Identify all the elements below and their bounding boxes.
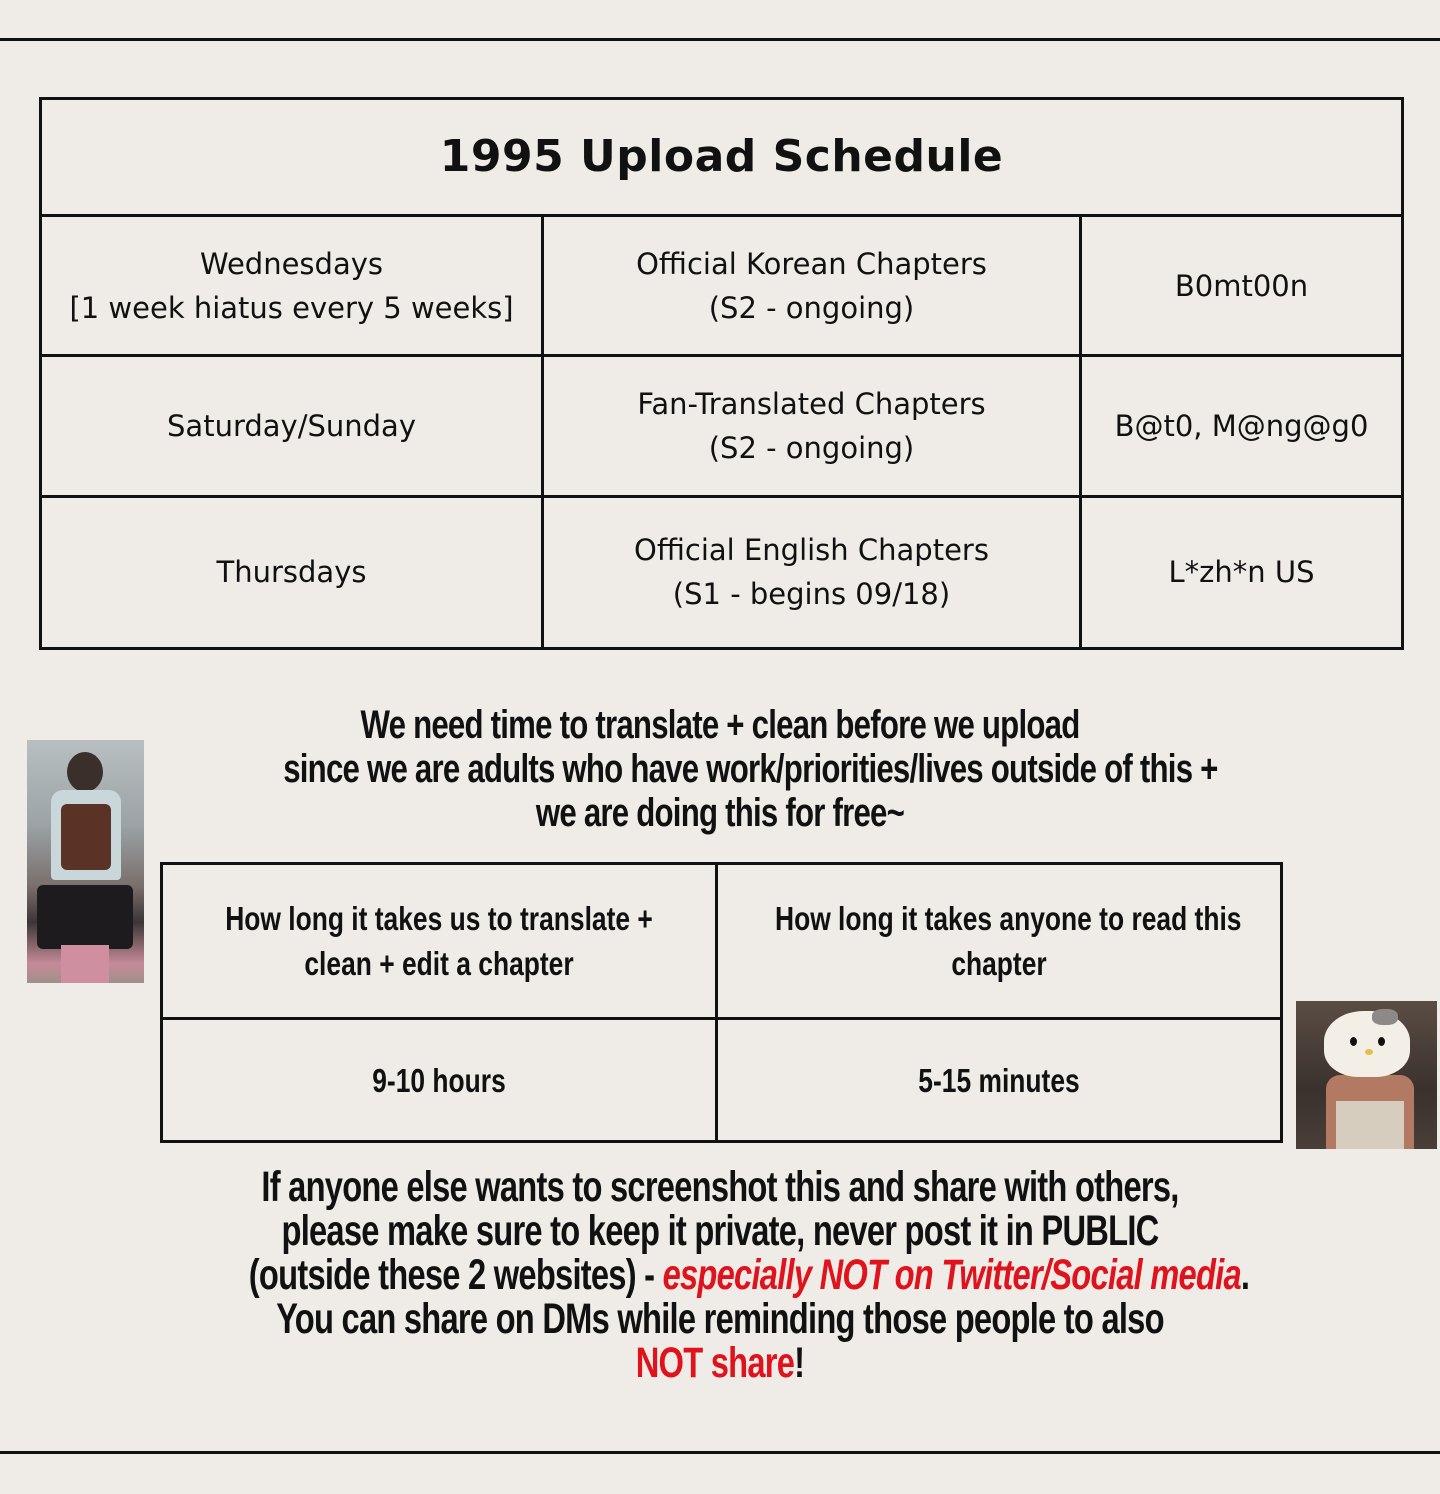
warning-line — [248, 1251, 1250, 1299]
top-divider — [0, 38, 1440, 41]
schedule-row — [41, 496, 1403, 648]
schedule-day — [41, 216, 543, 356]
schedule-day — [41, 356, 543, 496]
warning-line — [249, 1341, 1191, 1385]
day-label: Saturday/Sunday — [167, 408, 416, 443]
chapter-type-label: Official English Chapters — [634, 533, 989, 568]
warning-line: You can share on DMs while reminding those people to also — [276, 1295, 1164, 1343]
schedule-title: 1995 Upload Schedule — [41, 99, 1403, 216]
person-with-suitcase-photo — [27, 740, 144, 983]
comparison-header-right — [717, 864, 1282, 1019]
comparison-header-left — [162, 864, 717, 1019]
schedule-chapter-type — [543, 216, 1081, 356]
time-comparison-table — [160, 862, 1283, 1143]
comparison-value-right — [717, 1019, 1282, 1142]
warning-emphasis: NOT share — [635, 1339, 795, 1387]
value-text: 5-15 minutes — [918, 1061, 1080, 1099]
schedule-source: B@t0, M@ng@g0 — [1081, 356, 1403, 496]
hello-kitty-mascot-photo — [1296, 1001, 1437, 1149]
day-label: Wednesdays — [199, 246, 383, 281]
chapter-type-status: (S2 - ongoing) — [708, 290, 915, 325]
warning-text: . — [1240, 1251, 1250, 1299]
header-line: How long it takes anyone to read this — [775, 900, 1242, 937]
notice-line: we are doing this for free~ — [535, 791, 905, 835]
header-line: clean + edit a chapter — [304, 945, 574, 982]
warning-emphasis: especially NOT on Twitter/Social media — [662, 1251, 1241, 1299]
day-note: [1 week hiatus every 5 weeks] — [69, 290, 514, 325]
chapter-type-status: (S1 - begins 09/18) — [672, 577, 951, 612]
comparison-value-left — [162, 1019, 717, 1142]
schedule-source: B0mt00n — [1081, 216, 1403, 356]
upload-schedule-table — [39, 97, 1404, 650]
value-text: 9-10 hours — [372, 1061, 506, 1099]
warning-line: If anyone else wants to screenshot this and share with others, — [261, 1163, 1179, 1211]
schedule-chapter-type — [543, 356, 1081, 496]
schedule-chapter-type — [543, 496, 1081, 648]
schedule-row — [41, 356, 1403, 496]
warning-text: ! — [794, 1339, 805, 1387]
header-line: How long it takes us to translate + — [225, 900, 653, 937]
chapter-type-label: Official Korean Chapters — [636, 246, 987, 281]
notice-line: We need time to translate + clean before we upload — [360, 703, 1080, 747]
notice-line: since we are adults who have work/priorities/lives outside of this + — [283, 747, 1218, 791]
sharing-warning — [100, 1165, 1340, 1385]
schedule-day — [41, 496, 543, 648]
bottom-divider — [0, 1451, 1440, 1454]
chapter-type-label: Fan-Translated Chapters — [637, 386, 986, 421]
notice-text — [160, 703, 1280, 835]
warning-line: please make sure to keep it private, never post it in PUBLIC — [281, 1207, 1159, 1255]
schedule-source: L*zh*n US — [1081, 496, 1403, 648]
schedule-row — [41, 216, 1403, 356]
day-label: Thursdays — [216, 555, 367, 590]
chapter-type-status: (S2 - ongoing) — [708, 430, 915, 465]
warning-text: (outside these 2 websites) - — [248, 1251, 663, 1299]
header-line: chapter — [951, 945, 1047, 982]
